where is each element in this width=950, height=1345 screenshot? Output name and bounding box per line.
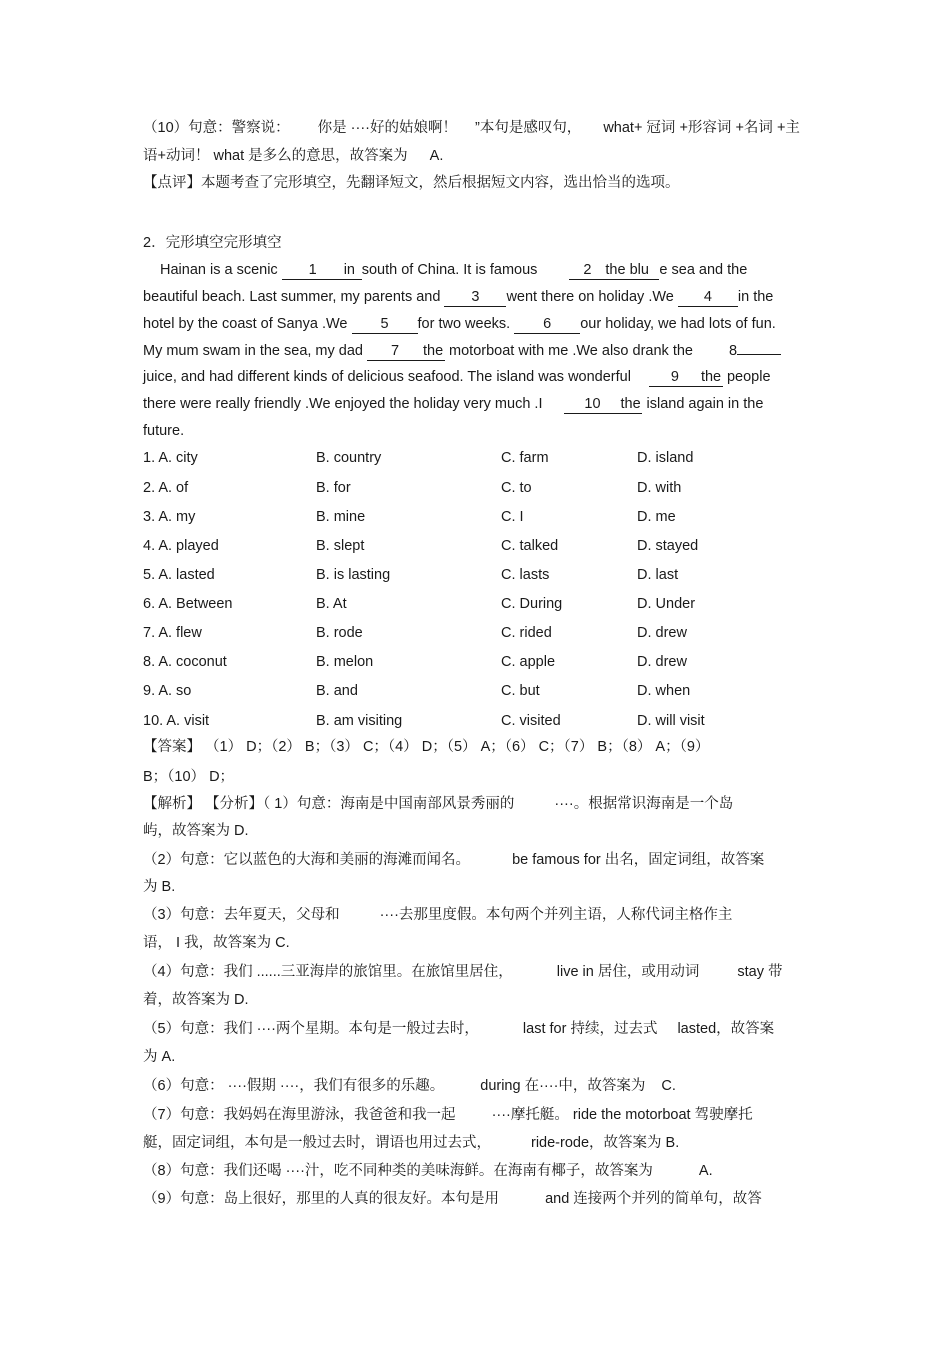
passage-line: there were really friendly .We enjoyed the holiday very much .I 10 the island again in the: [143, 396, 764, 412]
option: D. will visit: [637, 713, 705, 729]
blank-3: 3: [444, 288, 506, 307]
option: B. country: [316, 450, 382, 466]
analysis-line: （7）句意：我妈妈在海里游泳，我爸爸和我一起 ····摩托艇。 ride the motorboat 驾驶摩托: [143, 1107, 753, 1123]
analysis-line: 语， I 我，故答案为 C.: [143, 935, 290, 951]
passage-line: juice, and had different kinds of delicious seafood. The island was wonderful 9 the people: [143, 369, 771, 385]
option: D. me: [637, 509, 676, 525]
option: B. slept: [316, 538, 365, 554]
option: D. stayed: [637, 538, 699, 554]
blank-7: 7: [367, 342, 423, 361]
analysis-line: （9）句意：岛上很好，那里的人真的很友好。本句是用 and 连接两个并列的简单句，故答: [143, 1191, 762, 1207]
option: D. drew: [637, 625, 687, 641]
option: 5. A. lasted: [143, 567, 215, 583]
option: 10. A. visit: [143, 713, 210, 729]
option: D. drew: [637, 654, 687, 670]
blank-underline: the: [423, 343, 444, 359]
analysis-line: 【解析】 【分析】（ 1）句意：海南是中国南部风景秀丽的 ····。根据常识海南是一个岛: [143, 796, 734, 812]
analysis-line: 艇，固定词组，本句是一般过去时，谓语也用过去式， ride-rode，故答案为 B.: [143, 1135, 680, 1151]
option: 9. A. so: [143, 683, 192, 699]
blank-2: 2: [569, 261, 605, 280]
analysis-line: （8）句意：我们还喝 ····汁，吃不同种类的美味海鲜。在海南有椰子，故答案为 A.: [143, 1163, 713, 1179]
option: D. when: [637, 683, 691, 699]
blank-underline: the blu: [605, 261, 659, 280]
option: 2. A. of: [143, 480, 189, 496]
blank-4: 4: [678, 288, 738, 307]
answer-line: 【答案】 （1） D；（2） B；（3） C；（4） D；（5） A；（6） C；（7） B；（8） A；（9）: [143, 739, 710, 755]
option: C. to: [501, 480, 532, 496]
option: B. is lasting: [316, 567, 391, 583]
option: B. melon: [316, 654, 374, 670]
option: 7. A. flew: [143, 625, 202, 641]
blank-10: 10: [564, 395, 620, 414]
option: B. and: [316, 683, 358, 699]
analysis-line: 为 A.: [143, 1049, 176, 1065]
analysis-line: （5）句意：我们 ····两个星期。本句是一般过去时， last for 持续，过去式 lasted，故答案: [143, 1021, 775, 1037]
analysis-line: 屿，故答案为 D.: [143, 823, 249, 839]
blank-5: 5: [352, 315, 418, 334]
analysis-line: （3）句意：去年夏天，父母和 ····去那里度假。本句两个并列主语，人称代词主格作主: [143, 907, 733, 923]
option: C. but: [501, 683, 540, 699]
blank-underline: in: [344, 261, 362, 280]
option: D. with: [637, 480, 682, 496]
option: B. At: [316, 596, 347, 612]
analysis-line: 着，故答案为 D.: [143, 992, 249, 1008]
option: 1. A. city: [143, 450, 198, 466]
passage-line: My mum swam in the sea, my dad 7 the motorboat with me .We also drank the 8: [143, 341, 781, 361]
option: C. talked: [501, 538, 559, 554]
answer-line: B；（10） D；: [143, 769, 235, 785]
blank-1: 1: [282, 261, 344, 280]
option: 4. A. played: [143, 538, 219, 554]
passage-line: future.: [143, 423, 185, 439]
option: B. mine: [316, 509, 366, 525]
passage-line: hotel by the coast of Sanya .We 5 for two weeks. 6 our holiday, we had lots of fun.: [143, 316, 776, 332]
option: C. apple: [501, 654, 556, 670]
option: C. visited: [501, 713, 561, 729]
passage-line: Hainan is a scenic 1 insouth of China. It is famous 2 the blu e sea and the: [160, 262, 748, 278]
blank-8-number: 8: [728, 343, 738, 359]
passage-line: beautiful beach. Last summer, my parents and 3 went there on holiday .We 4 in the: [143, 289, 774, 305]
option: B. for: [316, 480, 351, 496]
option: 3. A. my: [143, 509, 196, 525]
analysis-line: （6）句意： ····假期 ····，我们有很多的乐趣。 during 在····中，故答案为 C.: [143, 1078, 676, 1094]
section-heading: 2．完形填空完形填空: [143, 235, 282, 251]
comment-line: 【点评】本题考查了完形填空，先翻译短文，然后根据短文内容，选出恰当的选项。: [143, 175, 680, 191]
blank-9: 9: [649, 368, 701, 387]
option: C. lasts: [501, 567, 550, 583]
option: C. rided: [501, 625, 552, 641]
blank-underline: the: [620, 396, 641, 412]
option: C. I: [501, 509, 524, 525]
option: 6. A. Between: [143, 596, 233, 612]
option: 8. A. coconut: [143, 654, 227, 670]
option: B. am visiting: [316, 713, 403, 729]
option: B. rode: [316, 625, 363, 641]
analysis-line: 为 B.: [143, 879, 176, 895]
option: D. Under: [637, 596, 696, 612]
option: D. island: [637, 450, 694, 466]
option: C. farm: [501, 450, 549, 466]
blank-6: 6: [514, 315, 580, 334]
blank-8: [737, 354, 781, 355]
explanation-line: （10）句意：警察说： 你是 ····好的姑娘啊！ ”本句是感叹句， what+ 冠词 +形容词 +名词 +主: [143, 120, 800, 136]
option: C. During: [501, 596, 563, 612]
analysis-line: （4）句意：我们 ......三亚海岸的旅馆里。在旅馆里居住， live in 居住，或用动词 stay 带: [143, 964, 783, 980]
analysis-line: （2）句意：它以蓝色的大海和美丽的海滩而闻名。 be famous for 出名，固定词组，故答案: [143, 852, 765, 868]
option: D. last: [637, 567, 679, 583]
blank-underline: the: [700, 369, 722, 385]
explanation-line: 语+动词！ what 是多么的意思，故答案为 A.: [143, 148, 444, 164]
